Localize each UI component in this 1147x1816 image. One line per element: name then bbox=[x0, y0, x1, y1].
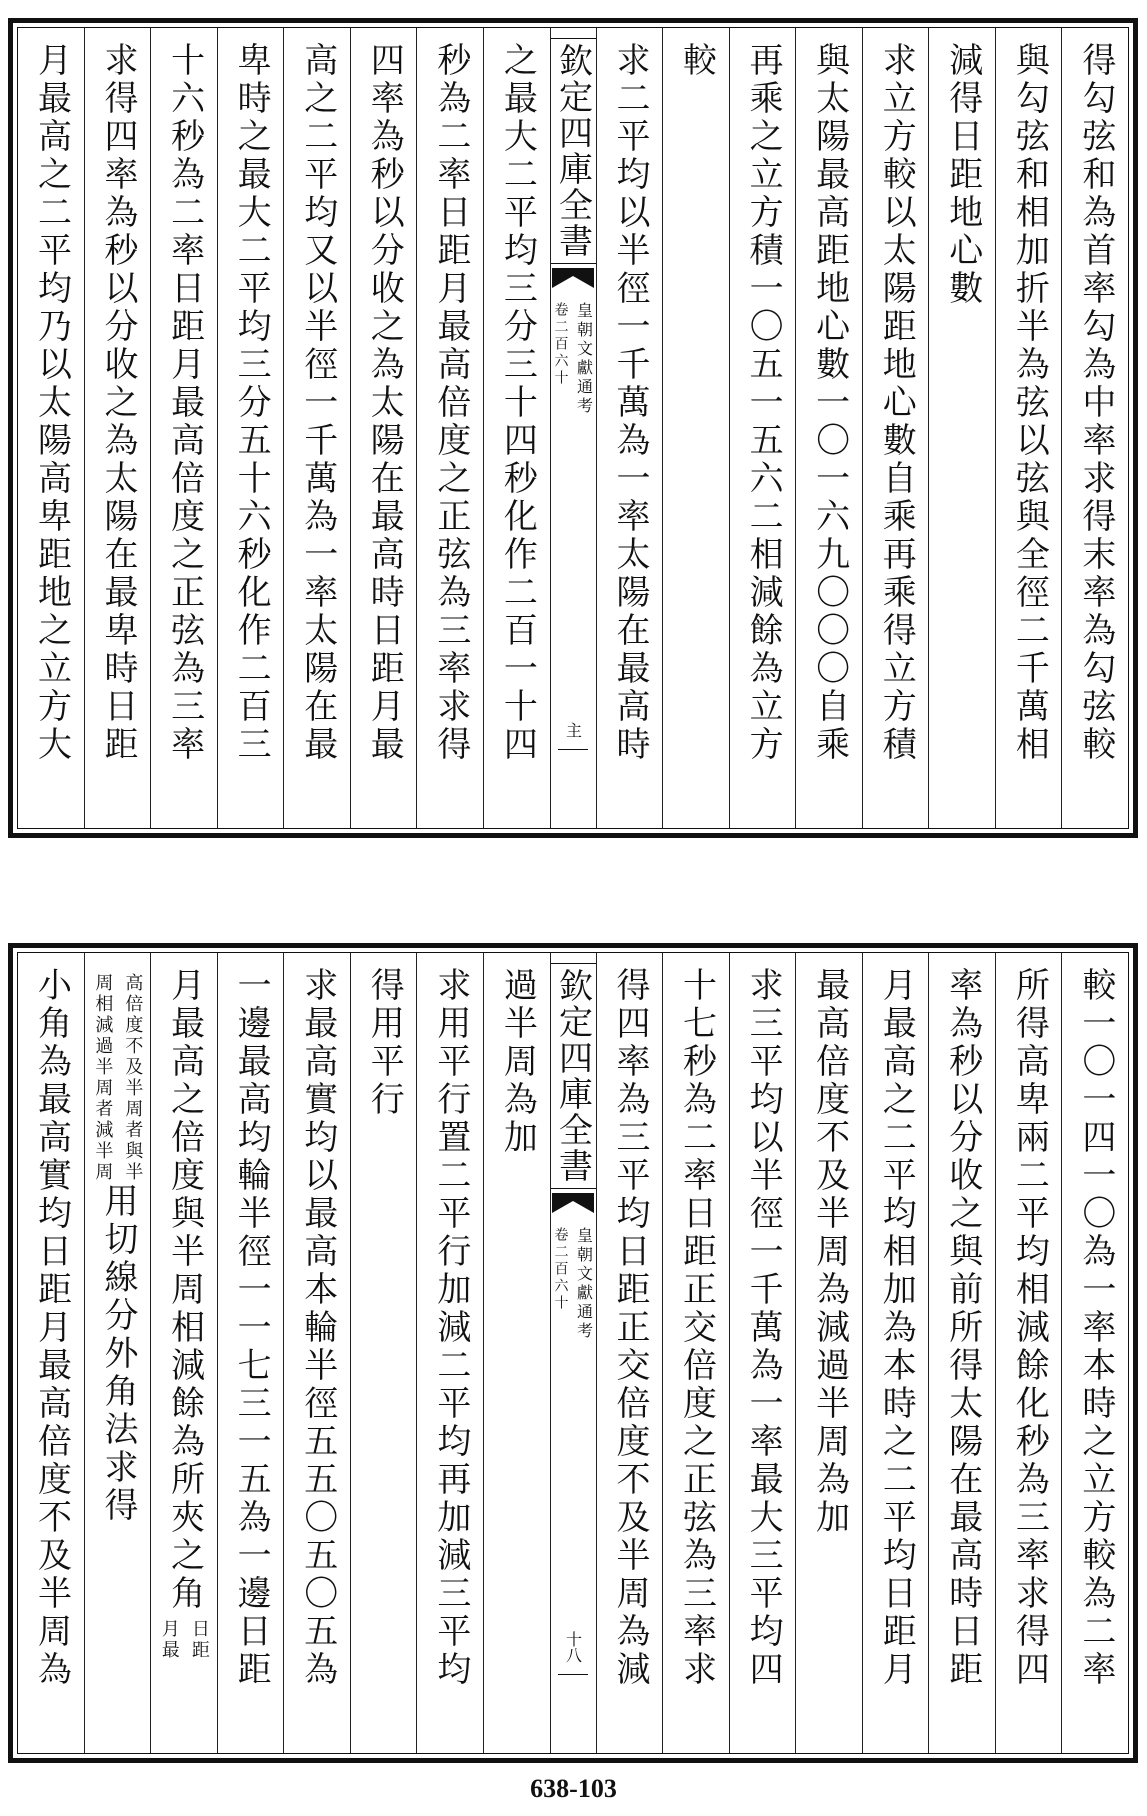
text-column: 得用平行 bbox=[350, 953, 417, 1753]
text-column: 求立方較以太陽距地心數自乘再乘得立方積 bbox=[862, 28, 929, 828]
text-column: 得勾弦和為首率勾為中率求得末率為勾弦較 bbox=[1061, 28, 1128, 828]
folio-number: 主 bbox=[563, 722, 583, 738]
text-column: 求二平均以半徑一千萬為一率太陽在最高時 bbox=[596, 28, 663, 828]
text-column: 之最大二平均三分三十四秒化作二百一十四 bbox=[483, 28, 550, 828]
text-column: 卑時之最大二平均三分五十六秒化作二百三 bbox=[217, 28, 284, 828]
text-column: 最高倍度不及半周為減過半周為加 bbox=[795, 953, 862, 1753]
text-column: 一邊最高均輪半徑一一七三一五為一邊日距 bbox=[217, 953, 284, 1753]
text-column: 減得日距地心數 bbox=[928, 28, 995, 828]
text-column: 再乘之立方積一〇五一五六二相減餘為立方 bbox=[729, 28, 796, 828]
text-column: 小角為最高實均日距月最高倍度不及半周為 bbox=[31, 967, 72, 1689]
text-column: 十六秒為二率日距月最高倍度之正弦為三率 bbox=[150, 28, 217, 828]
book-title: 皇朝文獻通考 bbox=[574, 302, 594, 416]
volume-label: 卷二百六十 bbox=[552, 1227, 569, 1312]
top-page bbox=[8, 18, 1138, 838]
text-column: 與勾弦和相加折半為弦以弦與全徑二千萬相 bbox=[995, 28, 1062, 828]
book-title: 皇朝文獻通考 bbox=[574, 1227, 594, 1341]
text-column: 較一〇一四一〇為一率本時之立方較為二率 bbox=[1061, 953, 1128, 1753]
page-number: 638-103 bbox=[530, 1774, 617, 1803]
text-column: 較 bbox=[662, 28, 729, 828]
bottom-page-columns bbox=[17, 952, 1129, 1754]
text-column: 十七秒為二率日距正交倍度之正弦為三率求 bbox=[662, 953, 729, 1753]
interlinear-note: 日距 月最 bbox=[158, 1619, 210, 1661]
text-column: 月最高之二平均相加為本時之二平均日距月 bbox=[862, 953, 929, 1753]
volume-label: 卷二百六十 bbox=[552, 302, 569, 387]
fish-tail-mark-icon bbox=[552, 268, 594, 288]
text-column-with-annotation: 高倍度不及半周者與半 周相減過半周者減半周 用切線分外角法求得 bbox=[84, 953, 151, 1753]
text-column: 求得四率為秒以分收之為太陽在最卑時日距 bbox=[84, 28, 151, 828]
text-column: 所得高卑兩二平均相減餘化秒為三率求得四 bbox=[995, 953, 1062, 1753]
folio-rule bbox=[558, 1674, 588, 1675]
center-fold bbox=[550, 28, 596, 828]
folio-rule bbox=[558, 749, 588, 750]
text-column: 秒為二率日距月最高倍度之正弦為三率求得 bbox=[416, 28, 483, 828]
text-column: 得四率為三平均日距正交倍度不及半周為減 bbox=[596, 953, 663, 1753]
text-column: 月最高之二平均乃以太陽高卑距地之立方大 bbox=[31, 42, 72, 764]
text-column-with-annotation: 月最高之倍度與半周相減餘為所夾之角 日距 月最 bbox=[150, 953, 217, 1753]
fish-tail-mark-icon bbox=[552, 1193, 594, 1213]
interlinear-note: 高倍度不及半周者與半 周相減過半周者減半周 bbox=[92, 973, 144, 1183]
top-page-columns bbox=[17, 27, 1129, 829]
series-title: 欽定四庫全書 bbox=[550, 38, 596, 264]
text-column: 求用平行置二平行加減二平均再加減三平均 bbox=[416, 953, 483, 1753]
text-column: 四率為秒以分收之為太陽在最高時日距月最 bbox=[350, 28, 417, 828]
folio-number: 十八 bbox=[563, 1631, 583, 1663]
text-column: 求最高實均以最高本輪半徑五五〇五〇五為 bbox=[283, 953, 350, 1753]
text-column: 求三平均以半徑一千萬為一率最大三平均四 bbox=[729, 953, 796, 1753]
series-title: 欽定四庫全書 bbox=[550, 963, 596, 1189]
text-column: 率為秒以分收之與前所得太陽在最高時日距 bbox=[928, 953, 995, 1753]
text-column: 高之二平均又以半徑一千萬為一率太陽在最 bbox=[283, 28, 350, 828]
bottom-page bbox=[8, 943, 1138, 1763]
text-column: 過半周為加 bbox=[483, 953, 550, 1753]
center-fold bbox=[550, 953, 596, 1753]
text-column: 與太陽最高距地心數一〇一六九〇〇〇自乘 bbox=[795, 28, 862, 828]
